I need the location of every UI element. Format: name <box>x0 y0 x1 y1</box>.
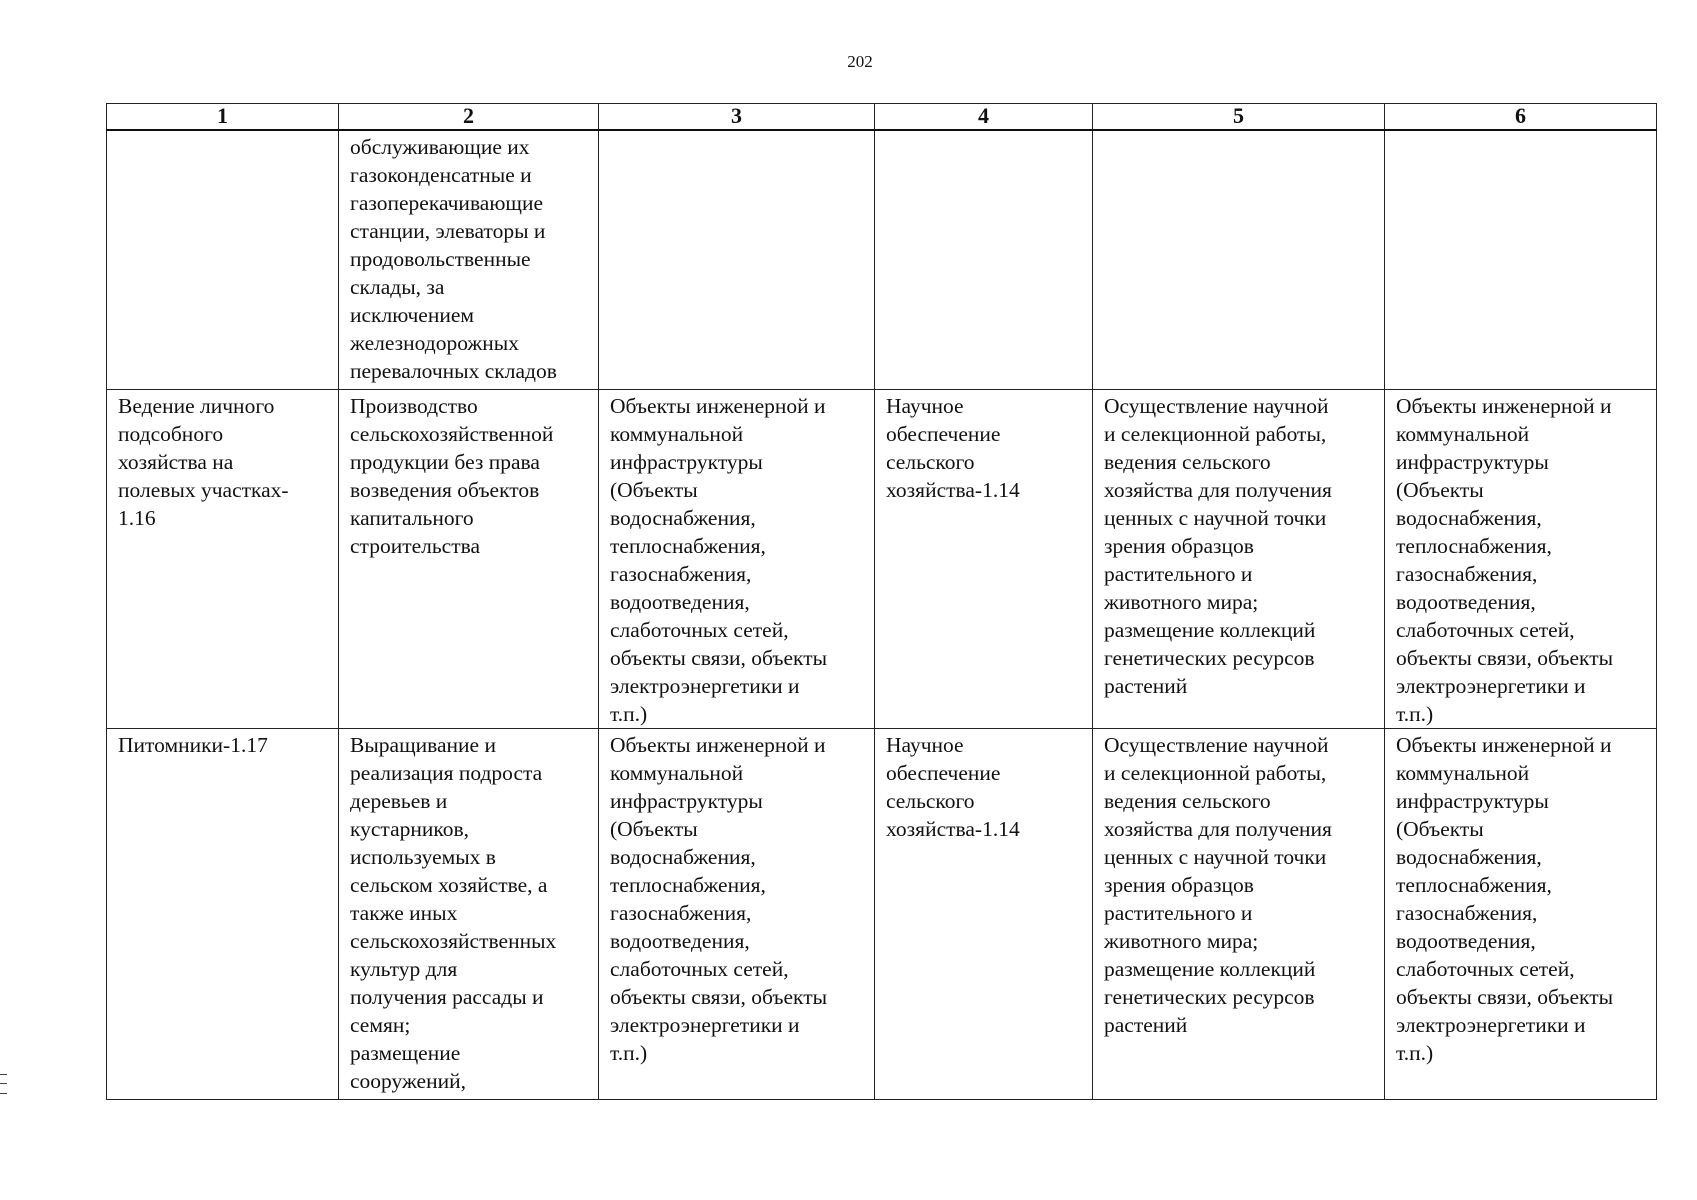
binding-edge-mark <box>0 1074 7 1094</box>
table-row-continuation <box>107 130 1657 390</box>
table-cell-col-4 <box>875 130 1093 390</box>
cell-text-line: хозяйства для получения <box>1104 817 1332 841</box>
cell-text-line: водоснабжения, <box>1396 845 1542 869</box>
cell-text-line: Ведение личного <box>118 394 275 418</box>
cell-text-line: размещение <box>350 1041 461 1065</box>
cell-text-line: ведения сельского <box>1104 789 1271 813</box>
cell-text-line: коммунальной <box>610 422 744 446</box>
cell-text-line: т.п.) <box>1396 702 1434 726</box>
cell-text-line: т.п.) <box>1396 1041 1434 1065</box>
cell-text-line: водоснабжения, <box>610 506 756 530</box>
cell-text-line: кустарников, <box>350 817 470 841</box>
cell-text-line: обеспечение <box>886 761 1001 785</box>
cell-text-line: газоснабжения, <box>610 901 752 925</box>
cell-text-line: реализация подроста <box>350 761 543 785</box>
cell-text-line: зрения образцов <box>1104 873 1254 897</box>
cell-text-line: ценных с научной точки <box>1104 506 1327 530</box>
cell-text-line: Объекты инженерной и <box>610 394 826 418</box>
cell-text-line: Выращивание и <box>350 733 496 757</box>
cell-text-line: подсобного <box>118 422 224 446</box>
table-cell-col-3 <box>599 729 875 1100</box>
cell-text-line: инфраструктуры <box>1396 789 1549 813</box>
cell-text-line: хозяйства на <box>118 450 234 474</box>
cell-text-line: растительного и <box>1104 901 1253 925</box>
cell-text-line: используемых в <box>350 845 496 869</box>
cell-text-line: обеспечение <box>886 422 1001 446</box>
cell-text-line: газоконденсатные и <box>350 163 532 187</box>
cell-text-line: деревьев и <box>350 789 448 813</box>
column-header-6: 6 <box>1385 104 1657 131</box>
cell-text-line: Объекты инженерной и <box>610 733 826 757</box>
cell-text-line: инфраструктуры <box>1396 450 1549 474</box>
table-cell-col-1 <box>107 729 339 1100</box>
cell-text-line: сооружений, <box>350 1069 466 1093</box>
cell-text-line: Питомники-1.17 <box>118 733 268 757</box>
cell-text-line: (Объекты <box>1396 817 1484 841</box>
cell-text-line: семян; <box>350 1013 411 1037</box>
column-header-2: 2 <box>339 104 599 131</box>
table-cell-col-3 <box>599 390 875 729</box>
cell-text-line: хозяйства-1.14 <box>886 478 1020 502</box>
cell-text-line: водоотведения, <box>1396 590 1536 614</box>
cell-text-line: ценных с научной точки <box>1104 845 1327 869</box>
cell-text-line: генетических ресурсов <box>1104 646 1315 670</box>
cell-text-line: коммунальной <box>1396 422 1530 446</box>
cell-text-line: теплоснабжения, <box>610 873 766 897</box>
cell-text-line: продовольственные <box>350 247 531 271</box>
cell-text-line: исключением <box>350 303 474 327</box>
cell-text-line: (Объекты <box>610 817 698 841</box>
cell-text-line: объекты связи, объекты <box>1396 985 1614 1009</box>
cell-text-line: слаботочных сетей, <box>610 618 789 642</box>
page-number: 202 <box>847 52 873 71</box>
table-cell-col-4 <box>875 729 1093 1100</box>
table-cell-col-4 <box>875 390 1093 729</box>
cell-text-line: инфраструктуры <box>610 789 763 813</box>
cell-text-line: водоотведения, <box>610 929 750 953</box>
cell-text-line: культур для <box>350 957 458 981</box>
cell-text-line: объекты связи, объекты <box>1396 646 1614 670</box>
column-header-1: 1 <box>107 104 339 131</box>
cell-text-line: слаботочных сетей, <box>1396 618 1575 642</box>
table-body <box>107 130 1657 1100</box>
table-cell-col-5 <box>1093 130 1385 390</box>
table-cell-col-6 <box>1385 729 1657 1100</box>
cell-text-line: и селекционной работы, <box>1104 761 1327 785</box>
cell-text-line: обслуживающие их <box>350 135 530 159</box>
cell-text-line: продукции без права <box>350 450 540 474</box>
cell-text-line: теплоснабжения, <box>610 534 766 558</box>
cell-text-line: электроэнергетики и <box>1396 1013 1586 1037</box>
cell-text-line: т.п.) <box>610 702 648 726</box>
cell-text-line: водоотведения, <box>610 590 750 614</box>
cell-text-line: водоснабжения, <box>610 845 756 869</box>
cell-text-line: зрения образцов <box>1104 534 1254 558</box>
cell-text-line: (Объекты <box>1396 478 1484 502</box>
table-cell-col-2 <box>339 130 599 390</box>
table-cell-col-1 <box>107 130 339 390</box>
table-cell-col-3 <box>599 130 875 390</box>
cell-text-line: 1.16 <box>118 506 156 530</box>
table-cell-col-2 <box>339 729 599 1100</box>
cell-text-line: Научное <box>886 394 964 418</box>
cell-text-line: размещение коллекций <box>1104 957 1316 981</box>
cell-text-line: Осуществление научной <box>1104 733 1329 757</box>
cell-text-line: сельскохозяйственных <box>350 929 557 953</box>
cell-text-line: станции, элеваторы и <box>350 219 546 243</box>
column-header-5: 5 <box>1093 104 1385 131</box>
cell-text-line: Осуществление научной <box>1104 394 1329 418</box>
cell-text-line: слаботочных сетей, <box>1396 957 1575 981</box>
cell-text-line: железнодорожных <box>350 331 519 355</box>
cell-text-line: сельского <box>886 789 975 813</box>
cell-text-line: также иных <box>350 901 458 925</box>
cell-text-line: полевых участках- <box>118 478 289 502</box>
cell-text-line: газоснабжения, <box>1396 901 1538 925</box>
cell-text-line: коммунальной <box>610 761 744 785</box>
cell-text-line: ведения сельского <box>1104 450 1271 474</box>
cell-text-line: получения рассады и <box>350 985 544 1009</box>
cell-text-line: Объекты инженерной и <box>1396 733 1612 757</box>
column-header-3: 3 <box>599 104 875 131</box>
land-use-table <box>106 103 1657 1100</box>
cell-text-line: растительного и <box>1104 562 1253 586</box>
cell-text-line: объекты связи, объекты <box>610 646 828 670</box>
cell-text-line: теплоснабжения, <box>1396 873 1552 897</box>
cell-text-line: сельском хозяйстве, а <box>350 873 548 897</box>
cell-text-line: инфраструктуры <box>610 450 763 474</box>
cell-text-line: хозяйства-1.14 <box>886 817 1020 841</box>
cell-text-line: коммунальной <box>1396 761 1530 785</box>
cell-text-line: возведения объектов <box>350 478 540 502</box>
cell-text-line: склады, за <box>350 275 445 299</box>
cell-text-line: сельского <box>886 450 975 474</box>
cell-text-line: животного мира; <box>1104 929 1259 953</box>
cell-text-line: водоснабжения, <box>1396 506 1542 530</box>
column-header-4: 4 <box>875 104 1093 131</box>
cell-text-line: (Объекты <box>610 478 698 502</box>
cell-text-line: животного мира; <box>1104 590 1259 614</box>
cell-text-line: сельскохозяйственной <box>350 422 554 446</box>
cell-text-line: растений <box>1104 674 1188 698</box>
cell-text-line: электроэнергетики и <box>610 1013 800 1037</box>
cell-text-line: теплоснабжения, <box>1396 534 1552 558</box>
cell-text-line: объекты связи, объекты <box>610 985 828 1009</box>
cell-text-line: капитального <box>350 506 474 530</box>
cell-text-line: размещение коллекций <box>1104 618 1316 642</box>
cell-text-line: хозяйства для получения <box>1104 478 1332 502</box>
table-cell-col-2 <box>339 390 599 729</box>
cell-text-line: газоперекачивающие <box>350 191 544 215</box>
cell-text-line: т.п.) <box>610 1041 648 1065</box>
cell-text-line: и селекционной работы, <box>1104 422 1327 446</box>
cell-text-line: электроэнергетики и <box>610 674 800 698</box>
table-cell-col-6 <box>1385 130 1657 390</box>
cell-text-line: генетических ресурсов <box>1104 985 1315 1009</box>
cell-text-line: Производство <box>350 394 478 418</box>
table-row-nurseries <box>107 729 1657 1100</box>
cell-text-line: Научное <box>886 733 964 757</box>
cell-text-line: перевалочных складов <box>350 359 557 383</box>
cell-text-line: газоснабжения, <box>610 562 752 586</box>
table-cell-col-5 <box>1093 729 1385 1100</box>
cell-text-line: строительства <box>350 534 481 558</box>
cell-text-line: растений <box>1104 1013 1188 1037</box>
table-header-row <box>107 104 1657 131</box>
cell-text-line: Объекты инженерной и <box>1396 394 1612 418</box>
table-cell-col-1 <box>107 390 339 729</box>
cell-text-line: электроэнергетики и <box>1396 674 1586 698</box>
table-cell-col-6 <box>1385 390 1657 729</box>
table-row-personal-farming <box>107 390 1657 729</box>
table-cell-col-5 <box>1093 390 1385 729</box>
cell-text-line: слаботочных сетей, <box>610 957 789 981</box>
cell-text-line: газоснабжения, <box>1396 562 1538 586</box>
cell-text-line: водоотведения, <box>1396 929 1536 953</box>
